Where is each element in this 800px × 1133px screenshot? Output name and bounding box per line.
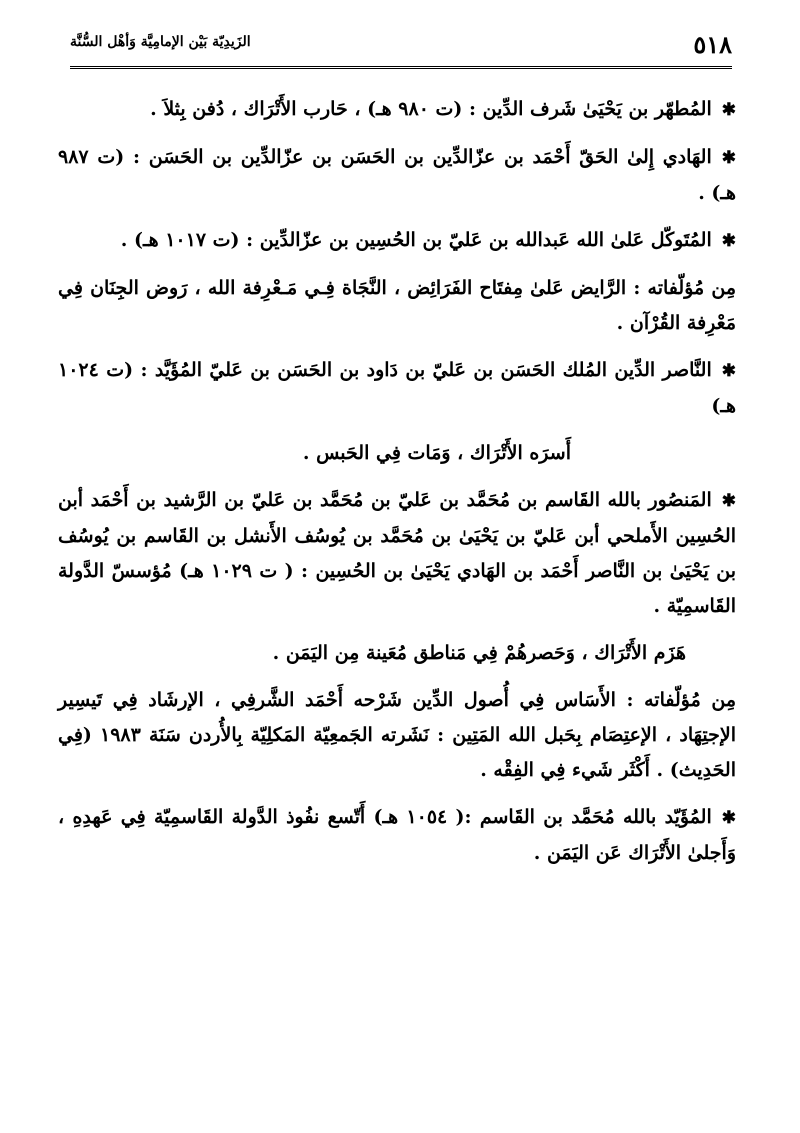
paragraph-text: هَزَم الأَتْرَاك ، وَحَصرهُمْ فِي مَناطق مُعَينة مِن اليَمَن . xyxy=(272,642,686,664)
entry-paragraph xyxy=(58,140,736,211)
paragraph-text: المُؤَيّد بالله مُحَمَّد بن القَاسم :( ١٠٥٤ هـ) أَتّسع نفُوذ الدَّولة القَاسمِيّة فِي عَهدِهِ ، وَأَجلىٰ الأَتْرَاك عَن اليَمَن . xyxy=(58,806,736,864)
paragraph-text: مِن مُؤلّفاته : الأَسَاس فِي أُصول الدِّين شَرْحه أَحْمَد الشَّرفِي ، الإرشَاد فِي تَيسِير الإجتِهَاد ، الإعتِصَام بِحَبل الله المَتِين : نَشَرته الجَمعِيّة المَكلِيّة بِالأُردن سَنَة ١٩٨٣ (فِي الحَدِيث) . أَكْثَر شَيء فِي الفِقْه . xyxy=(58,689,736,781)
paragraph-text: المُتَوكّل عَلىٰ الله عَبدالله بن عَليّ بن الحُسِين بن عزّالدِّين : (ت ١٠١٧ هـ) . xyxy=(120,229,712,251)
entry-paragraph xyxy=(58,353,736,424)
page-number: ٥١٨ xyxy=(693,30,732,59)
asterisk-bullet-icon: ✱ xyxy=(721,808,736,828)
asterisk-bullet-icon: ✱ xyxy=(721,100,736,120)
note-paragraph xyxy=(58,636,736,671)
paragraph-text: أَسرَه الأَتْرَاك ، وَمَات فِي الحَبس . xyxy=(302,442,571,464)
header-divider xyxy=(70,66,732,69)
works-paragraph xyxy=(58,271,736,341)
asterisk-bullet-icon: ✱ xyxy=(721,148,736,168)
paragraph-text: الهَادي إِلىٰ الحَقّ أَحْمَد بن عزّالدِّين بن الحَسَن بن عزّالدِّين بن الحَسَن : (ت ٩٨٧ هـ) . xyxy=(58,146,736,204)
running-title: الزَيدِيّة بَيْن الإمامِيَّة وَأهْل السُّنَّة xyxy=(70,34,251,50)
paragraph-text: المُطهّر بن يَحْيَىٰ شَرف الدِّين : (ت ٩٨٠ هـ) ، حَارب الأَتْرَاك ، دُفن بِثلاَ . xyxy=(150,98,712,120)
paragraph-text: مِن مُؤلّفاته : الرَّايض عَلىٰ مِفتَاح الفَرَائِض ، النَّجَاة فِـي مَـعْرِفة الله ، رَوض الجِنَان فِي مَعْرِفة القُرْآن . xyxy=(58,277,736,334)
asterisk-bullet-icon: ✱ xyxy=(721,361,736,381)
asterisk-bullet-icon: ✱ xyxy=(721,491,736,511)
page-header xyxy=(70,30,732,68)
entry-paragraph xyxy=(58,92,736,128)
entry-paragraph xyxy=(58,800,736,871)
entry-paragraph xyxy=(58,223,736,259)
paragraph-text: النَّاصر الدِّين المُلك الحَسَن بن عَليّ بن دَاود بن الحَسَن بن عَليّ المُؤَيَّد : (ت ١٠٢٤ هـ) xyxy=(58,359,736,417)
note-paragraph xyxy=(58,436,736,471)
page-body xyxy=(58,92,736,883)
paragraph-text: المَنصُور بالله القَاسم بن مُحَمَّد بن عَليّ بن مُحَمَّد بن عَليّ بن الرَّشيد بن أَحْمَد أبن الحُسِين الأَملحي أبن عَليّ بن يَحْيَىٰ بن مُحَمَّد بن يُوسُف الأَنشل بن القَاسم بن يُوسُف بن يَحْيَىٰ بن النَّاصر أَحْمَد بن الهَادي يَحْيَىٰ بن الحُسِين : ( ت ١٠٢٩ هـ) مُؤسسّ الدَّولة القَاسمِيّة . xyxy=(58,489,736,617)
asterisk-bullet-icon: ✱ xyxy=(721,231,736,251)
works-paragraph xyxy=(58,683,736,788)
entry-paragraph xyxy=(58,483,736,624)
